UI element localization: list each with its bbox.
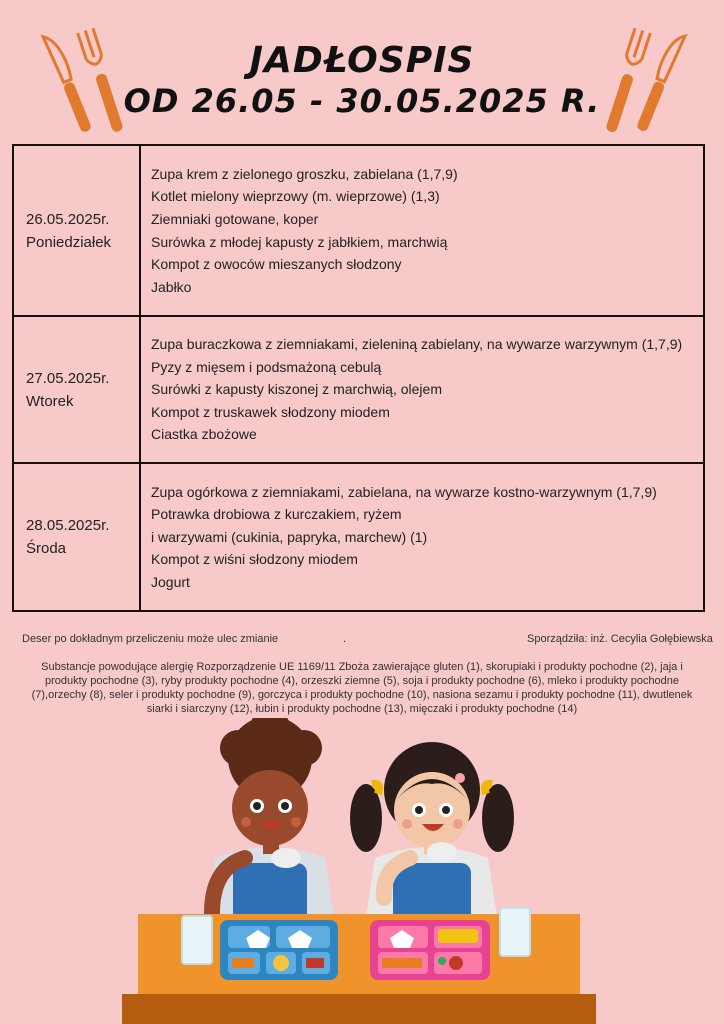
day-name: Środa xyxy=(26,540,67,557)
meal-item: Jabłko xyxy=(151,278,192,295)
meal-item: Zupa buraczkowa z ziemniakami, zieleniną zabielany, na wywarze warzywnym (1,7,9) xyxy=(151,336,683,353)
meal-item: Kotlet mielony wieprzowy (m. wieprzowe) (1,3) xyxy=(151,188,440,205)
meals-cell xyxy=(140,463,704,611)
day-date: 26.05.2025r. xyxy=(26,210,110,228)
day-cell xyxy=(13,145,140,316)
meal-item: Kompot z truskawek słodzony miodem xyxy=(151,403,390,420)
boy-figure xyxy=(205,718,335,925)
day-date: 27.05.2025r. xyxy=(26,369,110,387)
day-cell xyxy=(13,463,140,611)
page-title: JADŁOSPIS xyxy=(249,40,475,81)
allergen-info: Substancje powodujące alergię Rozporządzenie UE 1169/11 Zboża zawierające gluten (1), skorupiaki i produkty pochodne (2), jaja i produkty pochodne (3), ryby produkty pochodne (4), orzeszki ziemne (5), soja i produkty pochodne (6), mleko i produkty pochodne (7),orzechy (8), seler i produkty pochodne (9), gorczyca i produkty pochodne (10), nasiona sezamu i produkty pochodne (11), dwutlenek siarki i siarczyny (12), łubin i produkty pochodne (13), mięczaki i produkty pochodne (14) xyxy=(31,661,693,715)
author-note: Sporządziła: inż. Cecylia Gołębiewska xyxy=(527,633,713,645)
menu-row xyxy=(13,145,704,316)
meal-item: Surówki z kapusty kiszonej z marchwią, olejem xyxy=(151,381,442,398)
meal-item: Potrawka drobiowa z kurczakiem, ryżem xyxy=(151,506,402,523)
day-date: 28.05.2025r. xyxy=(26,517,110,534)
meal-item: Ciastka zbożowe xyxy=(151,426,257,443)
meals-cell xyxy=(140,316,704,463)
glass-right xyxy=(500,908,530,956)
girl-figure xyxy=(350,742,514,925)
meals-cell xyxy=(140,145,704,316)
meal-item: Kompot z wiśni słodzony miodem xyxy=(151,551,358,568)
date-range: OD 26.05 - 30.05.2025 R. xyxy=(123,82,601,120)
day-cell xyxy=(13,316,140,463)
children-eating-illustration xyxy=(120,718,600,1024)
meal-item: Pyzy z mięsem i podsmażoną cebulą xyxy=(151,358,382,375)
meal-item: i warzywami (cukinia, papryka, marchew) (1) xyxy=(151,528,428,545)
dessert-note: Deser po dokładnym przeliczeniu może ulec zmianie xyxy=(22,633,279,645)
menu-row xyxy=(13,463,704,611)
menu-row xyxy=(13,316,704,463)
glass-left xyxy=(182,916,212,964)
separator-dot: . xyxy=(343,633,347,645)
meal-item: Kompot z owoców mieszanych słodzony xyxy=(151,256,402,273)
meal-item: Surówka z młodej kapusty z jabłkiem, marchwią xyxy=(151,233,448,250)
table-front xyxy=(122,994,596,1024)
meal-item: Zupa ogórkowa z ziemniakami, zabielana, na wywarze kostno-warzywnym (1,7,9) xyxy=(151,483,657,500)
day-name: Poniedziałek xyxy=(26,233,112,251)
menu-table xyxy=(12,144,705,612)
meal-item: Jogurt xyxy=(151,573,190,590)
meal-item: Zupa krem z zielonego groszku, zabielana (1,7,9) xyxy=(151,165,458,182)
meal-item: Ziemniaki gotowane, koper xyxy=(151,210,319,227)
day-name: Wtorek xyxy=(26,392,74,410)
